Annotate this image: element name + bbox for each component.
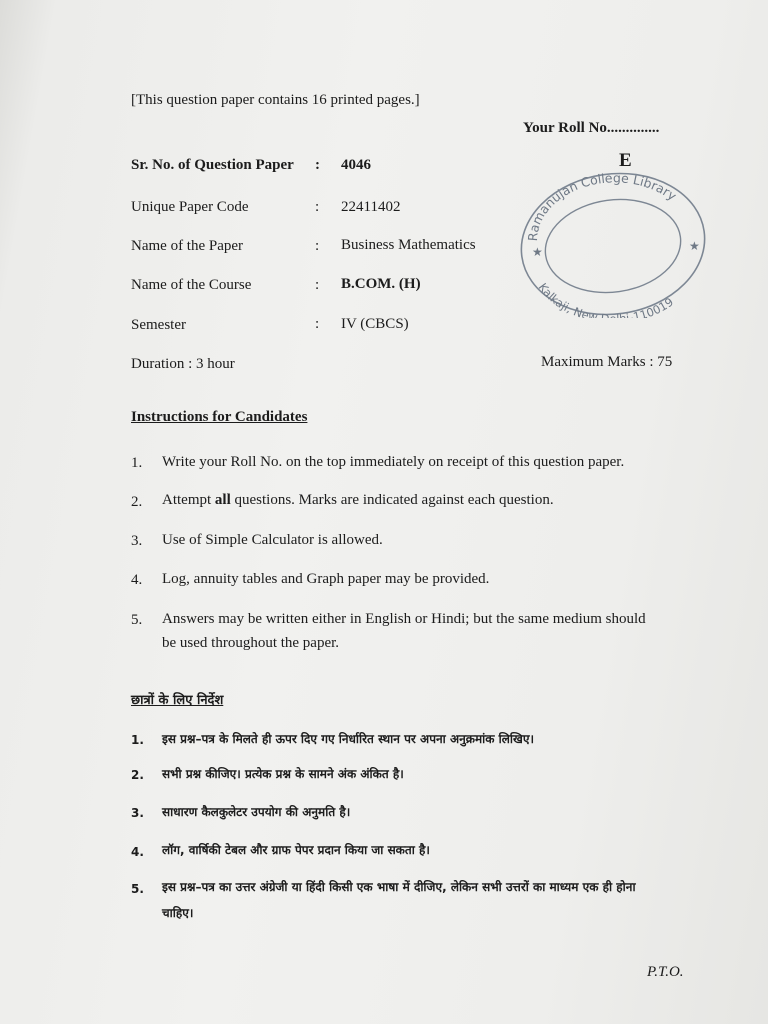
detail-label-course: Name of the Course <box>131 277 252 293</box>
duration: Duration : 3 hour <box>131 356 235 372</box>
hindi-instruction-text: सभी प्रश्न कीजिए। प्रत्येक प्रश्न के सामने अंक अंकित है। <box>162 767 404 781</box>
detail-label-sr-no: Sr. No. of Question Paper <box>131 157 294 173</box>
stamp-top-text: Ramanujan College Library <box>524 170 680 242</box>
instruction-number: 3. <box>131 533 143 549</box>
hindi-instruction-number: 1. <box>131 733 144 747</box>
hindi-instruction-number: 2. <box>131 768 144 782</box>
instruction-number: 1. <box>131 455 143 471</box>
hindi-instruction-number: 5. <box>131 882 144 896</box>
detail-value-sr-no: 4046 <box>341 157 371 173</box>
detail-label-paper-code: Unique Paper Code <box>131 199 249 215</box>
instruction-text: Write your Roll No. on the top immediately on receipt of this question paper. <box>162 454 625 470</box>
hindi-instruction-number: 3. <box>131 806 144 820</box>
page-turn-note: P.T.O. <box>647 964 684 980</box>
instruction-text: Answers may be written either in English or Hindi; but the same medium should <box>162 611 646 627</box>
detail-value-paper-name: Business Mathematics <box>341 237 476 253</box>
instruction-number: 5. <box>131 612 143 628</box>
hindi-instruction-number: 4. <box>131 845 144 859</box>
detail-sep: : <box>315 157 320 173</box>
svg-text:Kalkaji, New Delhi-110019 <box>536 280 676 318</box>
instruction-number: 4. <box>131 572 143 588</box>
maximum-marks: Maximum Marks : 75 <box>541 354 673 370</box>
set-letter: E <box>619 150 632 171</box>
hindi-instruction-text: साधारण कैलकुलेटर उपयोग की अनुमति है। <box>162 805 351 819</box>
hindi-instruction-text: लॉग, वार्षिकी टेबल और ग्राफ पेपर प्रदान किया जा सकता है। <box>162 843 430 857</box>
library-stamp <box>516 170 710 318</box>
detail-label-paper-name: Name of the Paper <box>131 238 244 254</box>
roll-number-field: Your Roll No.............. <box>523 120 660 136</box>
detail-label-semester: Semester <box>131 317 186 333</box>
detail-value-paper-code: 22411402 <box>341 199 401 215</box>
pages-note: [This question paper contains 16 printed pages.] <box>131 92 420 108</box>
stamp-bottom-text: Kalkaji, New i-110019 <box>535 280 676 318</box>
detail-value-semester: IV (CBCS) <box>341 316 409 332</box>
hindi-instruction-text: इस प्रश्न–पत्र के मिलते ही ऊपर दिए गए निर्धारित स्थान पर अपना अनुक्रमांक लिखिए। <box>162 732 535 746</box>
instruction-text-continued: be used throughout the paper. <box>162 635 340 651</box>
detail-sep: : <box>315 238 320 254</box>
instruction-text: Attempt all questions. Marks are indicated against each question. <box>162 492 554 508</box>
instructions-heading: Instructions for Candidates <box>131 409 308 425</box>
instruction-text: Use of Simple Calculator is allowed. <box>162 532 383 548</box>
detail-value-course: B.COM. (H) <box>341 276 421 292</box>
library-stamp-seal <box>516 170 710 318</box>
detail-sep: : <box>315 199 320 215</box>
instruction-number: 2. <box>131 494 143 510</box>
hindi-instruction-text: इस प्रश्न–पत्र का उत्तर अंग्रेजी या हिंदी किसी एक भाषा में दीजिए, लेकिन सभी उत्तरों का माध्यम एक ही होना <box>162 880 636 894</box>
hindi-instruction-text-continued: चाहिए। <box>162 906 194 920</box>
instruction-text: Log, annuity tables and Graph paper may be provided. <box>162 571 490 587</box>
detail-sep: : <box>315 277 320 293</box>
detail-sep: : <box>315 316 320 332</box>
hindi-instructions-heading: छात्रों के लिए निर्देश <box>131 693 224 708</box>
star-icon: ★ <box>532 245 543 259</box>
svg-text:Ramanujan College Library <box>525 170 680 241</box>
star-icon: ★ <box>689 239 700 253</box>
